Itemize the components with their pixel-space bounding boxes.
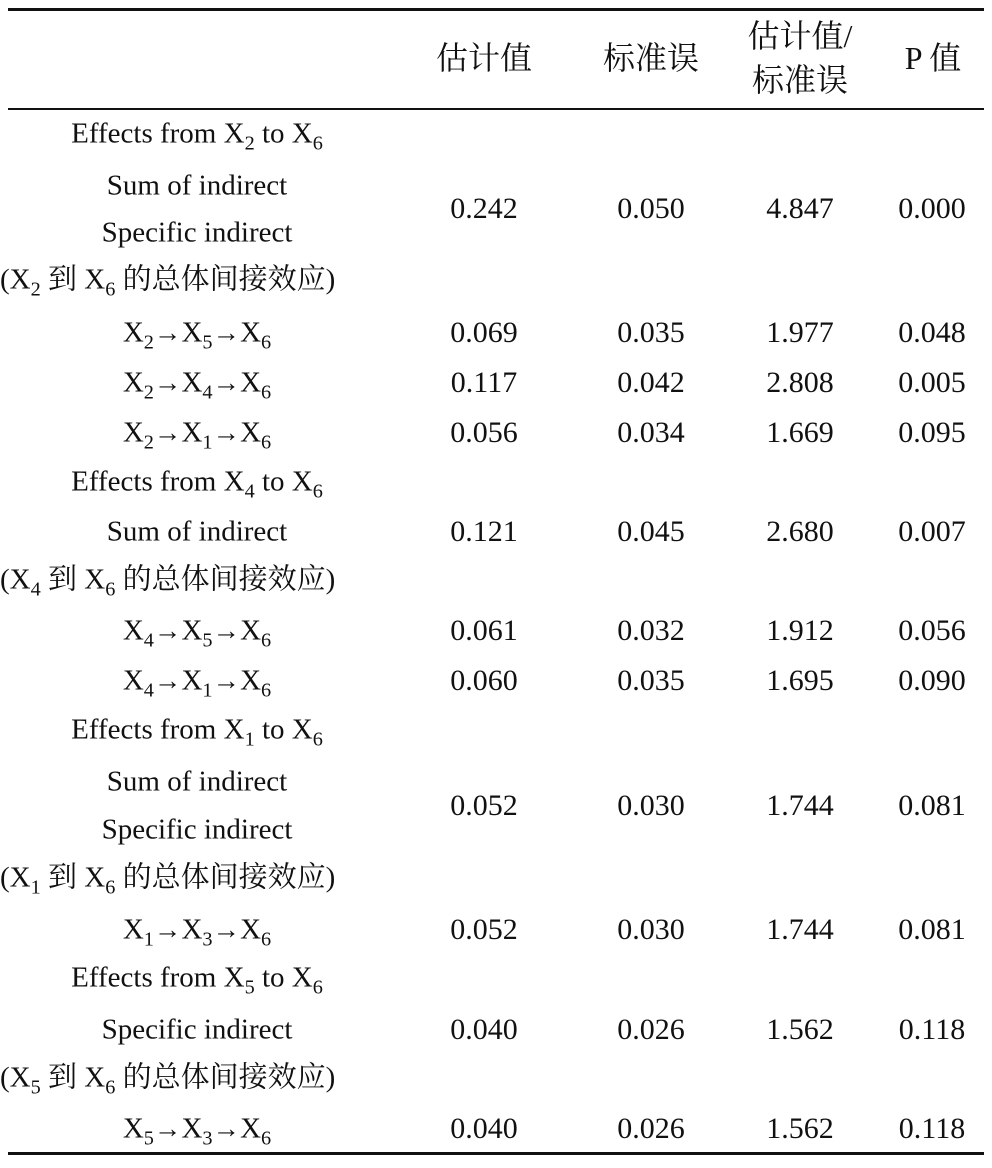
arrow-icon: →: [153, 416, 182, 448]
sum-of-indirect-label: Sum of indirect: [106, 515, 288, 548]
variable-x: X: [181, 366, 203, 399]
std-error-cell: 0.035: [617, 316, 685, 349]
note-sub-from: 5: [30, 1076, 41, 1099]
header-est-over-se: [735, 14, 865, 102]
variable-subscript: 4: [143, 679, 154, 702]
header-est-over-se-line1: 估计值/: [747, 18, 853, 54]
group-title-sub-to: 6: [312, 976, 323, 999]
group-title-sub-from: 5: [244, 976, 255, 999]
note-text: 的总体间接效应): [115, 563, 336, 596]
sum-of-indirect-label: Sum of indirect: [106, 765, 288, 798]
est-over-se-cell: 1.669: [766, 416, 834, 449]
est-over-se-cell: 1.912: [766, 614, 834, 647]
total-indirect-note: [0, 263, 336, 301]
specific-indirect-label: Specific indirect: [101, 813, 293, 846]
arrow-icon: →: [153, 913, 182, 945]
est-over-se-cell: 1.562: [766, 1112, 834, 1145]
arrow-icon: →: [212, 366, 241, 398]
group-title-text: Effects from X: [71, 117, 245, 150]
std-error-cell: 0.045: [617, 515, 685, 548]
variable-subscript: 1: [143, 928, 154, 951]
variable-x: X: [240, 316, 262, 349]
note-text: (X: [0, 1061, 31, 1094]
variable-subscript: 2: [143, 431, 154, 454]
arrow-icon: →: [212, 316, 241, 348]
std-error-cell: 0.030: [617, 789, 685, 822]
header-est-over-se-line2: 标准误: [751, 62, 848, 98]
group-title-sub-to: 6: [312, 480, 323, 503]
arrow-icon: →: [153, 664, 182, 696]
group-title-text: Effects from X: [71, 961, 245, 994]
note-text: (X: [0, 263, 31, 296]
estimate-cell: 0.040: [450, 1013, 518, 1046]
note-text: (X: [0, 861, 31, 894]
arrow-icon: →: [212, 664, 241, 696]
variable-subscript: 6: [261, 928, 272, 951]
variable-subscript: 2: [143, 381, 154, 404]
est-over-se-cell: 2.680: [766, 515, 834, 548]
est-over-se-cell: 1.744: [766, 789, 834, 822]
variable-subscript: 6: [261, 629, 272, 652]
variable-x: X: [181, 416, 203, 449]
std-error-cell: 0.032: [617, 614, 685, 647]
variable-x: X: [122, 416, 144, 449]
sum-of-indirect-label: Sum of indirect: [106, 169, 288, 202]
path-label: [122, 416, 272, 454]
p-value-cell: 0.118: [898, 1112, 966, 1145]
group-title: [71, 961, 323, 999]
variable-x: X: [181, 316, 203, 349]
arrow-icon: →: [212, 913, 241, 945]
variable-subscript: 3: [202, 1127, 213, 1150]
note-text: 的总体间接效应): [115, 1061, 336, 1094]
group-title-sub-from: 1: [244, 728, 255, 751]
variable-subscript: 1: [202, 431, 213, 454]
variable-x: X: [181, 1112, 203, 1145]
p-value-cell: 0.005: [898, 366, 966, 399]
path-label: [122, 316, 272, 354]
header-p-value: P 值: [904, 40, 962, 76]
group-title-text: Effects from X: [71, 465, 245, 498]
variable-x: X: [122, 614, 144, 647]
variable-subscript: 4: [202, 381, 213, 404]
arrow-icon: →: [212, 1112, 241, 1144]
std-error-cell: 0.034: [617, 416, 685, 449]
variable-x: X: [122, 1112, 144, 1145]
group-title: [71, 117, 323, 155]
std-error-cell: 0.026: [617, 1013, 685, 1046]
header-std-error: 标准误: [602, 40, 699, 76]
variable-subscript: 5: [143, 1127, 154, 1150]
p-value-cell: 0.007: [898, 515, 966, 548]
group-title-sub-to: 6: [312, 132, 323, 155]
total-indirect-note: [0, 563, 336, 601]
variable-subscript: 6: [261, 331, 272, 354]
variable-subscript: 4: [143, 629, 154, 652]
variable-subscript: 5: [202, 331, 213, 354]
variable-x: X: [240, 614, 262, 647]
path-label: [122, 664, 272, 702]
estimate-cell: 0.052: [450, 789, 518, 822]
note-sub-to: 6: [105, 278, 116, 301]
variable-subscript: 5: [202, 629, 213, 652]
note-text: 的总体间接效应): [115, 263, 336, 296]
header-rule: [8, 108, 984, 110]
std-error-cell: 0.035: [617, 664, 685, 697]
p-value-cell: 0.081: [898, 913, 966, 946]
variable-x: X: [122, 366, 144, 399]
est-over-se-cell: 1.695: [766, 664, 834, 697]
estimate-cell: 0.052: [450, 913, 518, 946]
p-value-cell: 0.000: [898, 192, 966, 225]
variable-x: X: [181, 614, 203, 647]
estimate-cell: 0.242: [450, 192, 518, 225]
specific-indirect-label: Specific indirect: [101, 216, 293, 249]
note-text: 到 X: [40, 263, 106, 296]
variable-subscript: 6: [261, 431, 272, 454]
note-sub-to: 6: [105, 1076, 116, 1099]
note-text: 到 X: [40, 861, 106, 894]
specific-indirect-label: Specific indirect: [101, 1013, 293, 1046]
path-label: [122, 614, 272, 652]
est-over-se-cell: 4.847: [766, 192, 834, 225]
variable-subscript: 2: [143, 331, 154, 354]
p-value-cell: 0.090: [898, 664, 966, 697]
group-title: [71, 713, 323, 751]
path-label: [122, 366, 272, 404]
top-rule: [8, 8, 984, 11]
arrow-icon: →: [212, 614, 241, 646]
variable-x: X: [240, 913, 262, 946]
note-sub-from: 2: [30, 278, 41, 301]
variable-x: X: [240, 664, 262, 697]
note-sub-to: 6: [105, 578, 116, 601]
std-error-cell: 0.030: [617, 913, 685, 946]
note-sub-to: 6: [105, 876, 116, 899]
variable-subscript: 1: [202, 679, 213, 702]
total-indirect-note: [0, 1061, 336, 1099]
estimate-cell: 0.069: [450, 316, 518, 349]
p-value-cell: 0.048: [898, 316, 966, 349]
variable-x: X: [181, 664, 203, 697]
p-value-cell: 0.118: [898, 1013, 966, 1046]
total-indirect-note: [0, 861, 336, 899]
header-estimate: 估计值: [435, 40, 532, 76]
note-text: (X: [0, 563, 31, 596]
note-sub-from: 4: [30, 578, 41, 601]
est-over-se-cell: 1.744: [766, 913, 834, 946]
variable-x: X: [240, 1112, 262, 1145]
variable-x: X: [122, 664, 144, 697]
group-title-sub-from: 2: [244, 132, 255, 155]
group-title-text: to X: [254, 465, 313, 498]
p-value-cell: 0.095: [898, 416, 966, 449]
estimate-cell: 0.121: [450, 515, 518, 548]
est-over-se-cell: 2.808: [766, 366, 834, 399]
estimate-cell: 0.061: [450, 614, 518, 647]
arrow-icon: →: [153, 1112, 182, 1144]
arrow-icon: →: [153, 316, 182, 348]
variable-x: X: [122, 913, 144, 946]
path-label: [122, 913, 272, 951]
variable-subscript: 6: [261, 1127, 272, 1150]
std-error-cell: 0.042: [617, 366, 685, 399]
note-sub-from: 1: [30, 876, 41, 899]
est-over-se-cell: 1.977: [766, 316, 834, 349]
variable-subscript: 6: [261, 679, 272, 702]
arrow-icon: →: [153, 366, 182, 398]
std-error-cell: 0.050: [617, 192, 685, 225]
arrow-icon: →: [212, 416, 241, 448]
group-title-sub-from: 4: [244, 480, 255, 503]
estimate-cell: 0.060: [450, 664, 518, 697]
variable-x: X: [240, 416, 262, 449]
estimate-cell: 0.056: [450, 416, 518, 449]
variable-x: X: [240, 366, 262, 399]
estimate-cell: 0.040: [450, 1112, 518, 1145]
group-title-text: to X: [254, 713, 313, 746]
note-text: 的总体间接效应): [115, 861, 336, 894]
bottom-rule: [8, 1152, 984, 1155]
arrow-icon: →: [153, 614, 182, 646]
variable-x: X: [181, 913, 203, 946]
p-value-cell: 0.056: [898, 614, 966, 647]
note-text: 到 X: [40, 1061, 106, 1094]
note-text: 到 X: [40, 563, 106, 596]
group-title-sub-to: 6: [312, 728, 323, 751]
group-title-text: to X: [254, 117, 313, 150]
est-over-se-cell: 1.562: [766, 1013, 834, 1046]
variable-x: X: [122, 316, 144, 349]
p-value-cell: 0.081: [898, 789, 966, 822]
group-title-text: to X: [254, 961, 313, 994]
estimate-cell: 0.117: [450, 366, 518, 399]
variable-subscript: 6: [261, 381, 272, 404]
variable-subscript: 3: [202, 928, 213, 951]
group-title: [71, 465, 323, 503]
std-error-cell: 0.026: [617, 1112, 685, 1145]
group-title-text: Effects from X: [71, 713, 245, 746]
path-label: [122, 1112, 272, 1150]
